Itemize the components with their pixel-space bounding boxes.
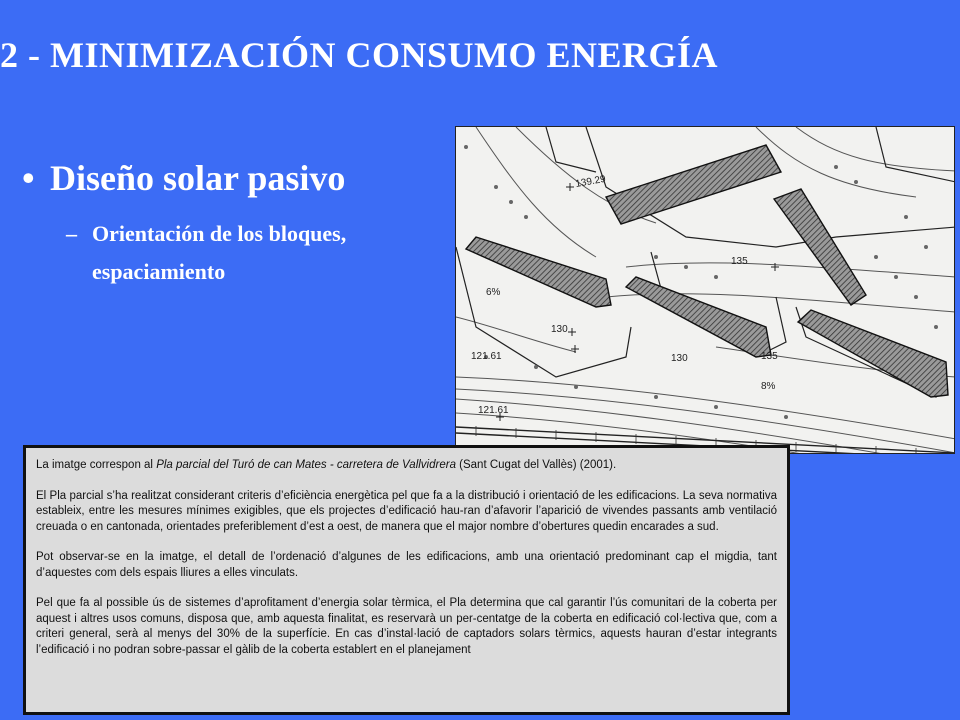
caption-text: La imatge correspon al (36, 459, 157, 471)
slope-label: 6% (486, 287, 501, 298)
elevation-label: 135 (761, 351, 778, 362)
caption-paragraph-2: El Pla parcial s’ha realitzat considerant criteris d’eficiència energètica pel que fa a la distribució i orientació de les edificacions. La seva normativa estableix, entre les mesures mínimes exigibles, que els projectes d’edificació hau-ran d’afavorir l’aparició de vivendes passants amb ventilació creuada o en cantonada, orientades preferiblement d’est a oest, de manera que el major nombre d’obertures quedin encarades a sud. (36, 489, 777, 533)
site-plan-image (455, 126, 955, 454)
elevation-label: 135 (731, 256, 748, 267)
subbullet-symbol: – (66, 221, 77, 246)
bullet-text: Diseño solar pasivo (50, 158, 346, 198)
elevation-label: 139.29 (574, 173, 607, 190)
caption-paragraph-1 (36, 458, 777, 474)
elevation-label: 130 (551, 324, 568, 335)
elevation-label: 121.61 (471, 351, 502, 362)
slide-title: 2 - MINIMIZACIÓN CONSUMO ENERGÍA (0, 35, 719, 75)
caption-box (23, 445, 790, 715)
caption-text: (Sant Cugat del Vallès) (2001). (455, 459, 617, 471)
caption-paragraph-3: Pot observar-se en la imatge, el detall de l’ordenació d’algunes de les edificacions, amb una orientació predominant cap el migdia, tant d’aquestes com dels espais lliures a elles vinculats. (36, 551, 777, 579)
slope-label: 8% (761, 381, 776, 392)
elevation-label: 130 (671, 353, 688, 364)
subbullet-text: Orientación de los bloques, espaciamiento (92, 221, 347, 284)
caption-italic-title: Pla parcial del Turó de can Mates - carretera de Vallvidrera (156, 459, 456, 471)
elevation-label: 121.61 (478, 405, 509, 416)
bullet-symbol: • (22, 158, 35, 198)
caption-paragraph-4: Pel que fa al possible ús de sistemes d’aprofitament d’energia solar tèrmica, el Pla determina que cal garantir l’ús comunitari de la coberta per aquest i altres usos comuns, disposa que, amb aquesta finalitat, es reservarà un per-centatge de la coberta en edificació col·lectiva que, com a criteri general, serà al menys del 30% de la superfície. En cas d’instal·lació de captadors solars tèrmics, aquests hauran d’estar integrants l’edificació i no podran sobre-passar el gàlib de la coberta establert en el planejament (36, 597, 777, 656)
